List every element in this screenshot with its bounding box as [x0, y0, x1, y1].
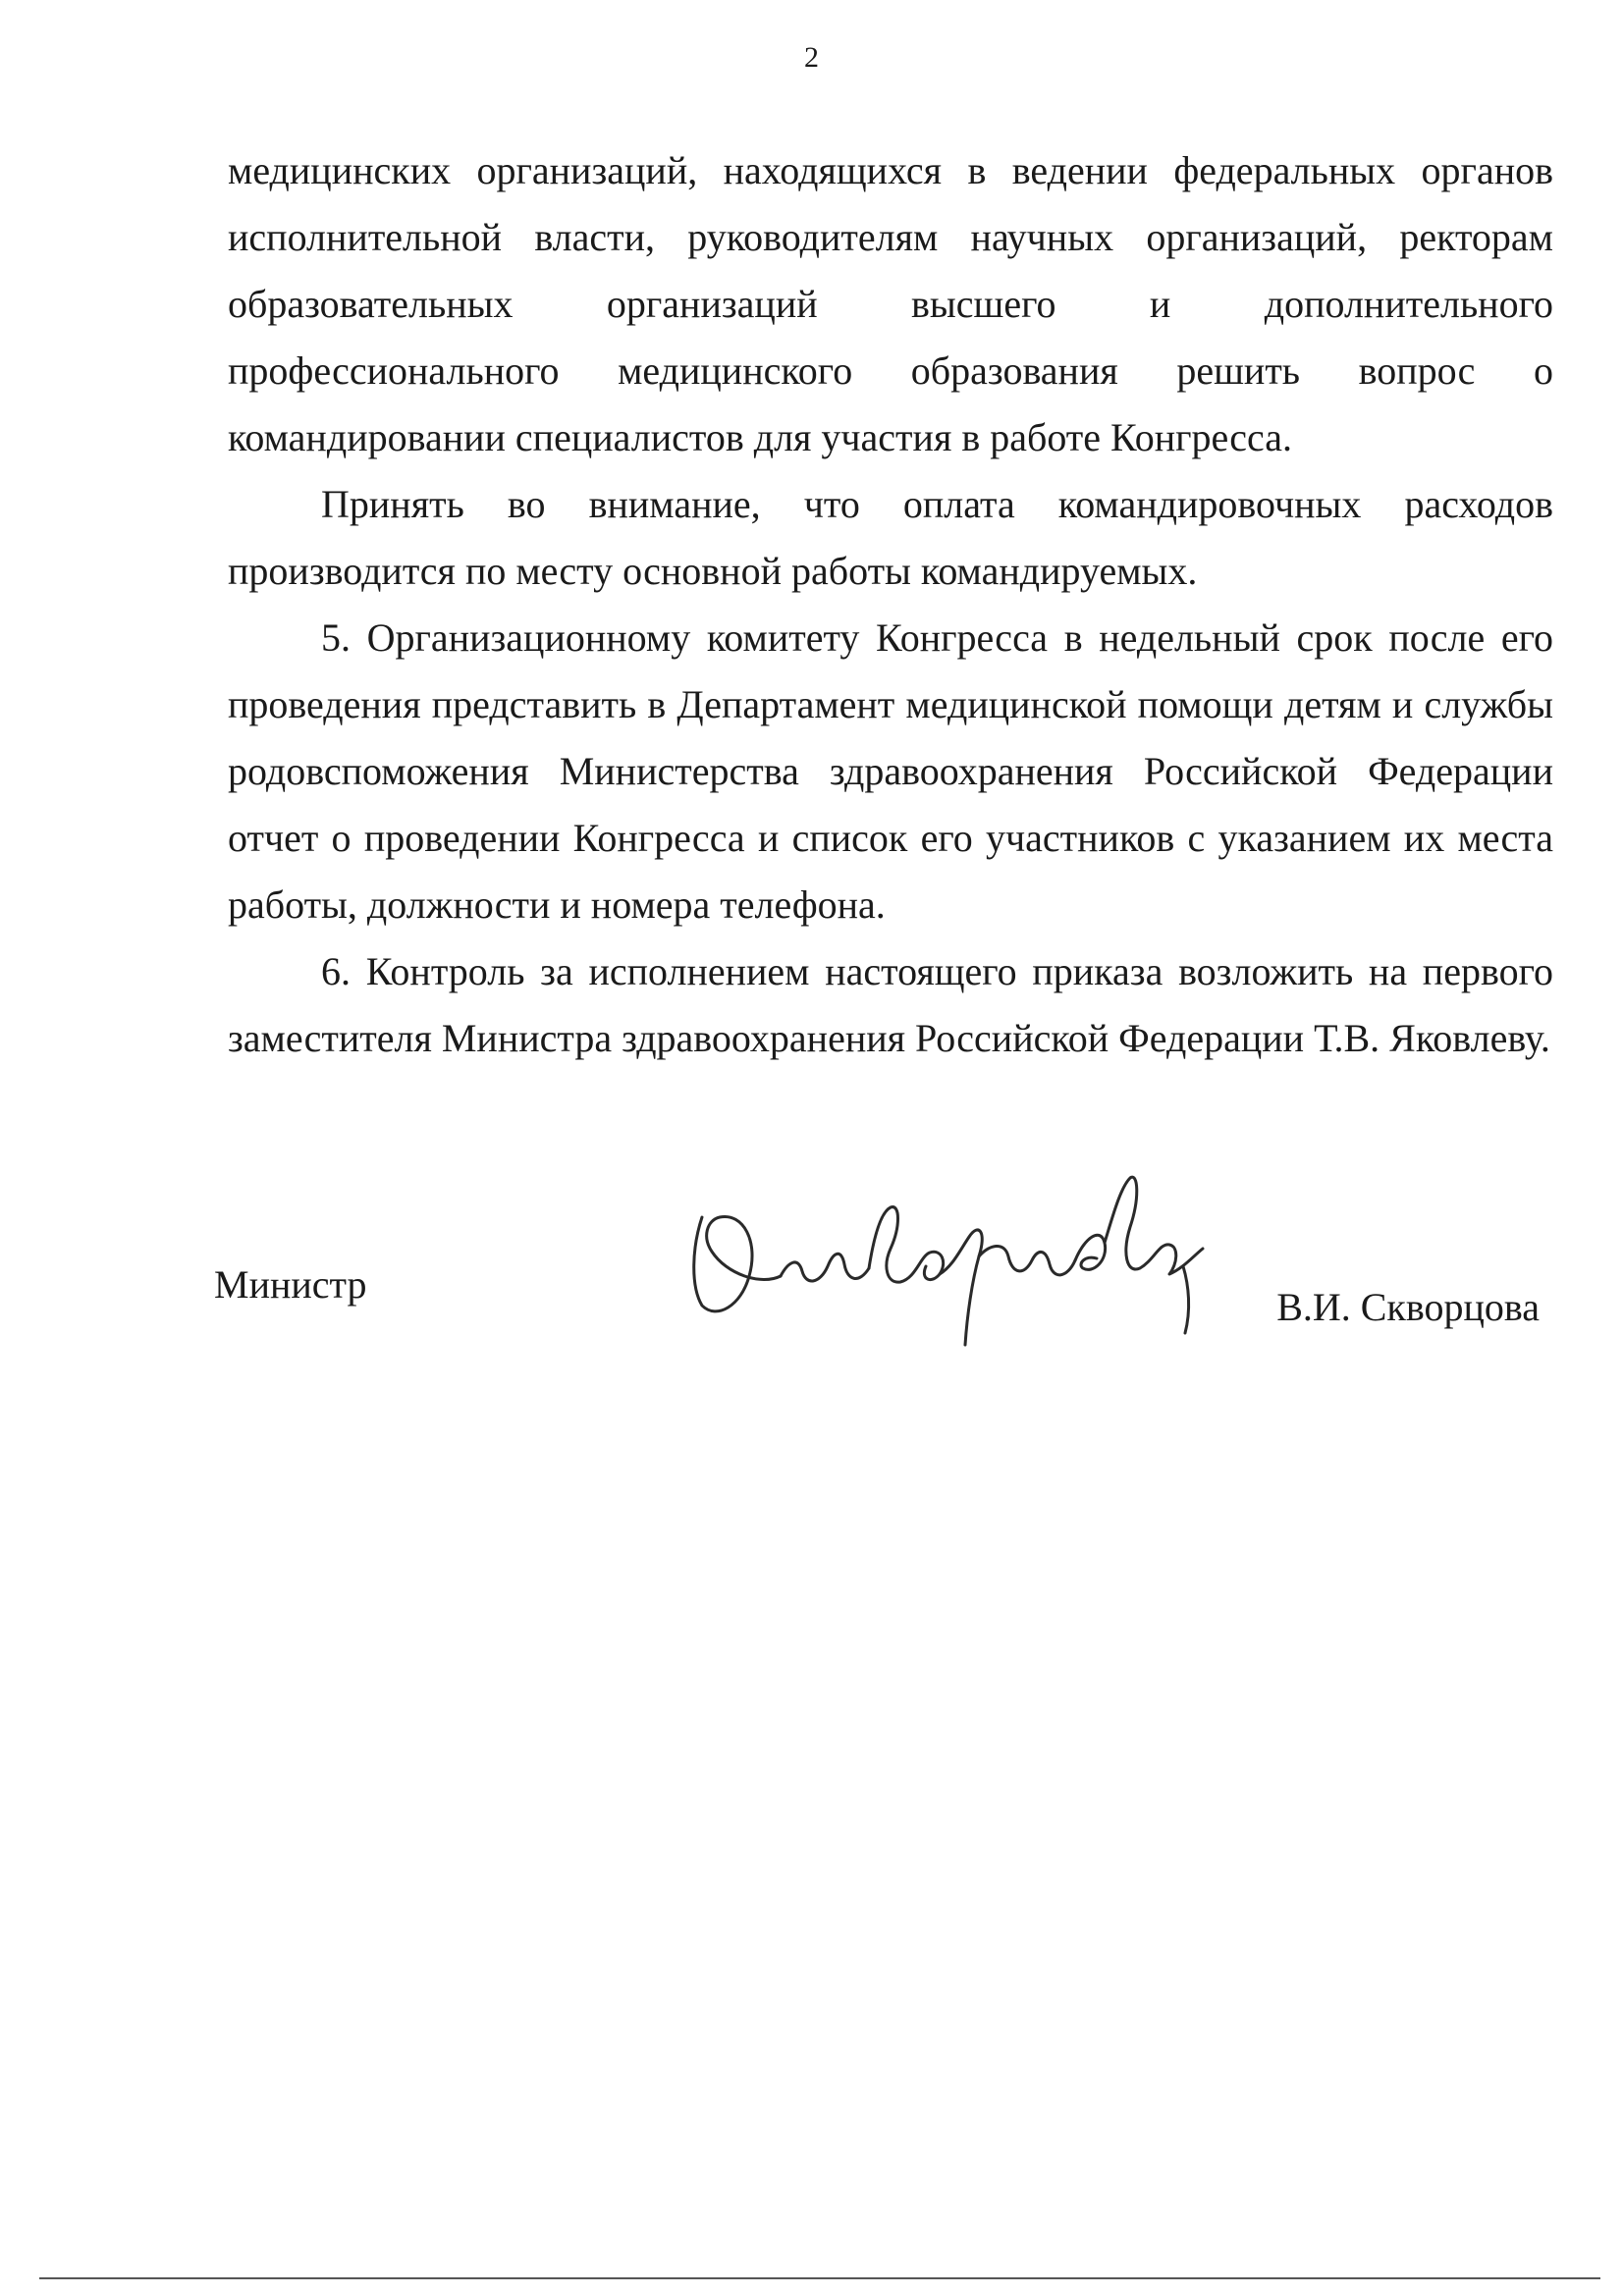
paragraph-travel-expenses: Принять во внимание, что оплата командировочных расходов производится по месту основной работы командируемых.: [228, 482, 1553, 593]
signer-role: Министр: [214, 1262, 367, 1307]
signature-block: [0, 1139, 1623, 1355]
signer-name: В.И. Скворцова: [1276, 1285, 1540, 1329]
paragraph-item-5: 5. Организационному комитету Конгресса в недельный срок после его проведения представить в Департамент медицинской помощи детям и службы родовспоможения Министерства здравоохранения Российской Федерации отчет о проведении Конгресса и список его участников с указанием их места работы, должности и номера телефона.: [228, 615, 1553, 927]
handwritten-signature: [673, 1158, 1222, 1355]
document-body: [228, 137, 1553, 1072]
paragraph-item-6: 6. Контроль за исполнением настоящего приказа возложить на первого заместителя Министра здравоохранения Российской Федерации Т.В. Яковлеву.: [228, 949, 1553, 1060]
bottom-divider: [39, 2277, 1600, 2279]
page-number: 2: [804, 41, 819, 74]
paragraph-continuation: медицинских организаций, находящихся в ведении федеральных органов исполнительной власти, руководителям научных организаций, ректорам образовательных организаций высшего и дополнительного профессионального медицинского образования решить вопрос о командировании специалистов для участия в работе Конгресса.: [228, 148, 1553, 459]
